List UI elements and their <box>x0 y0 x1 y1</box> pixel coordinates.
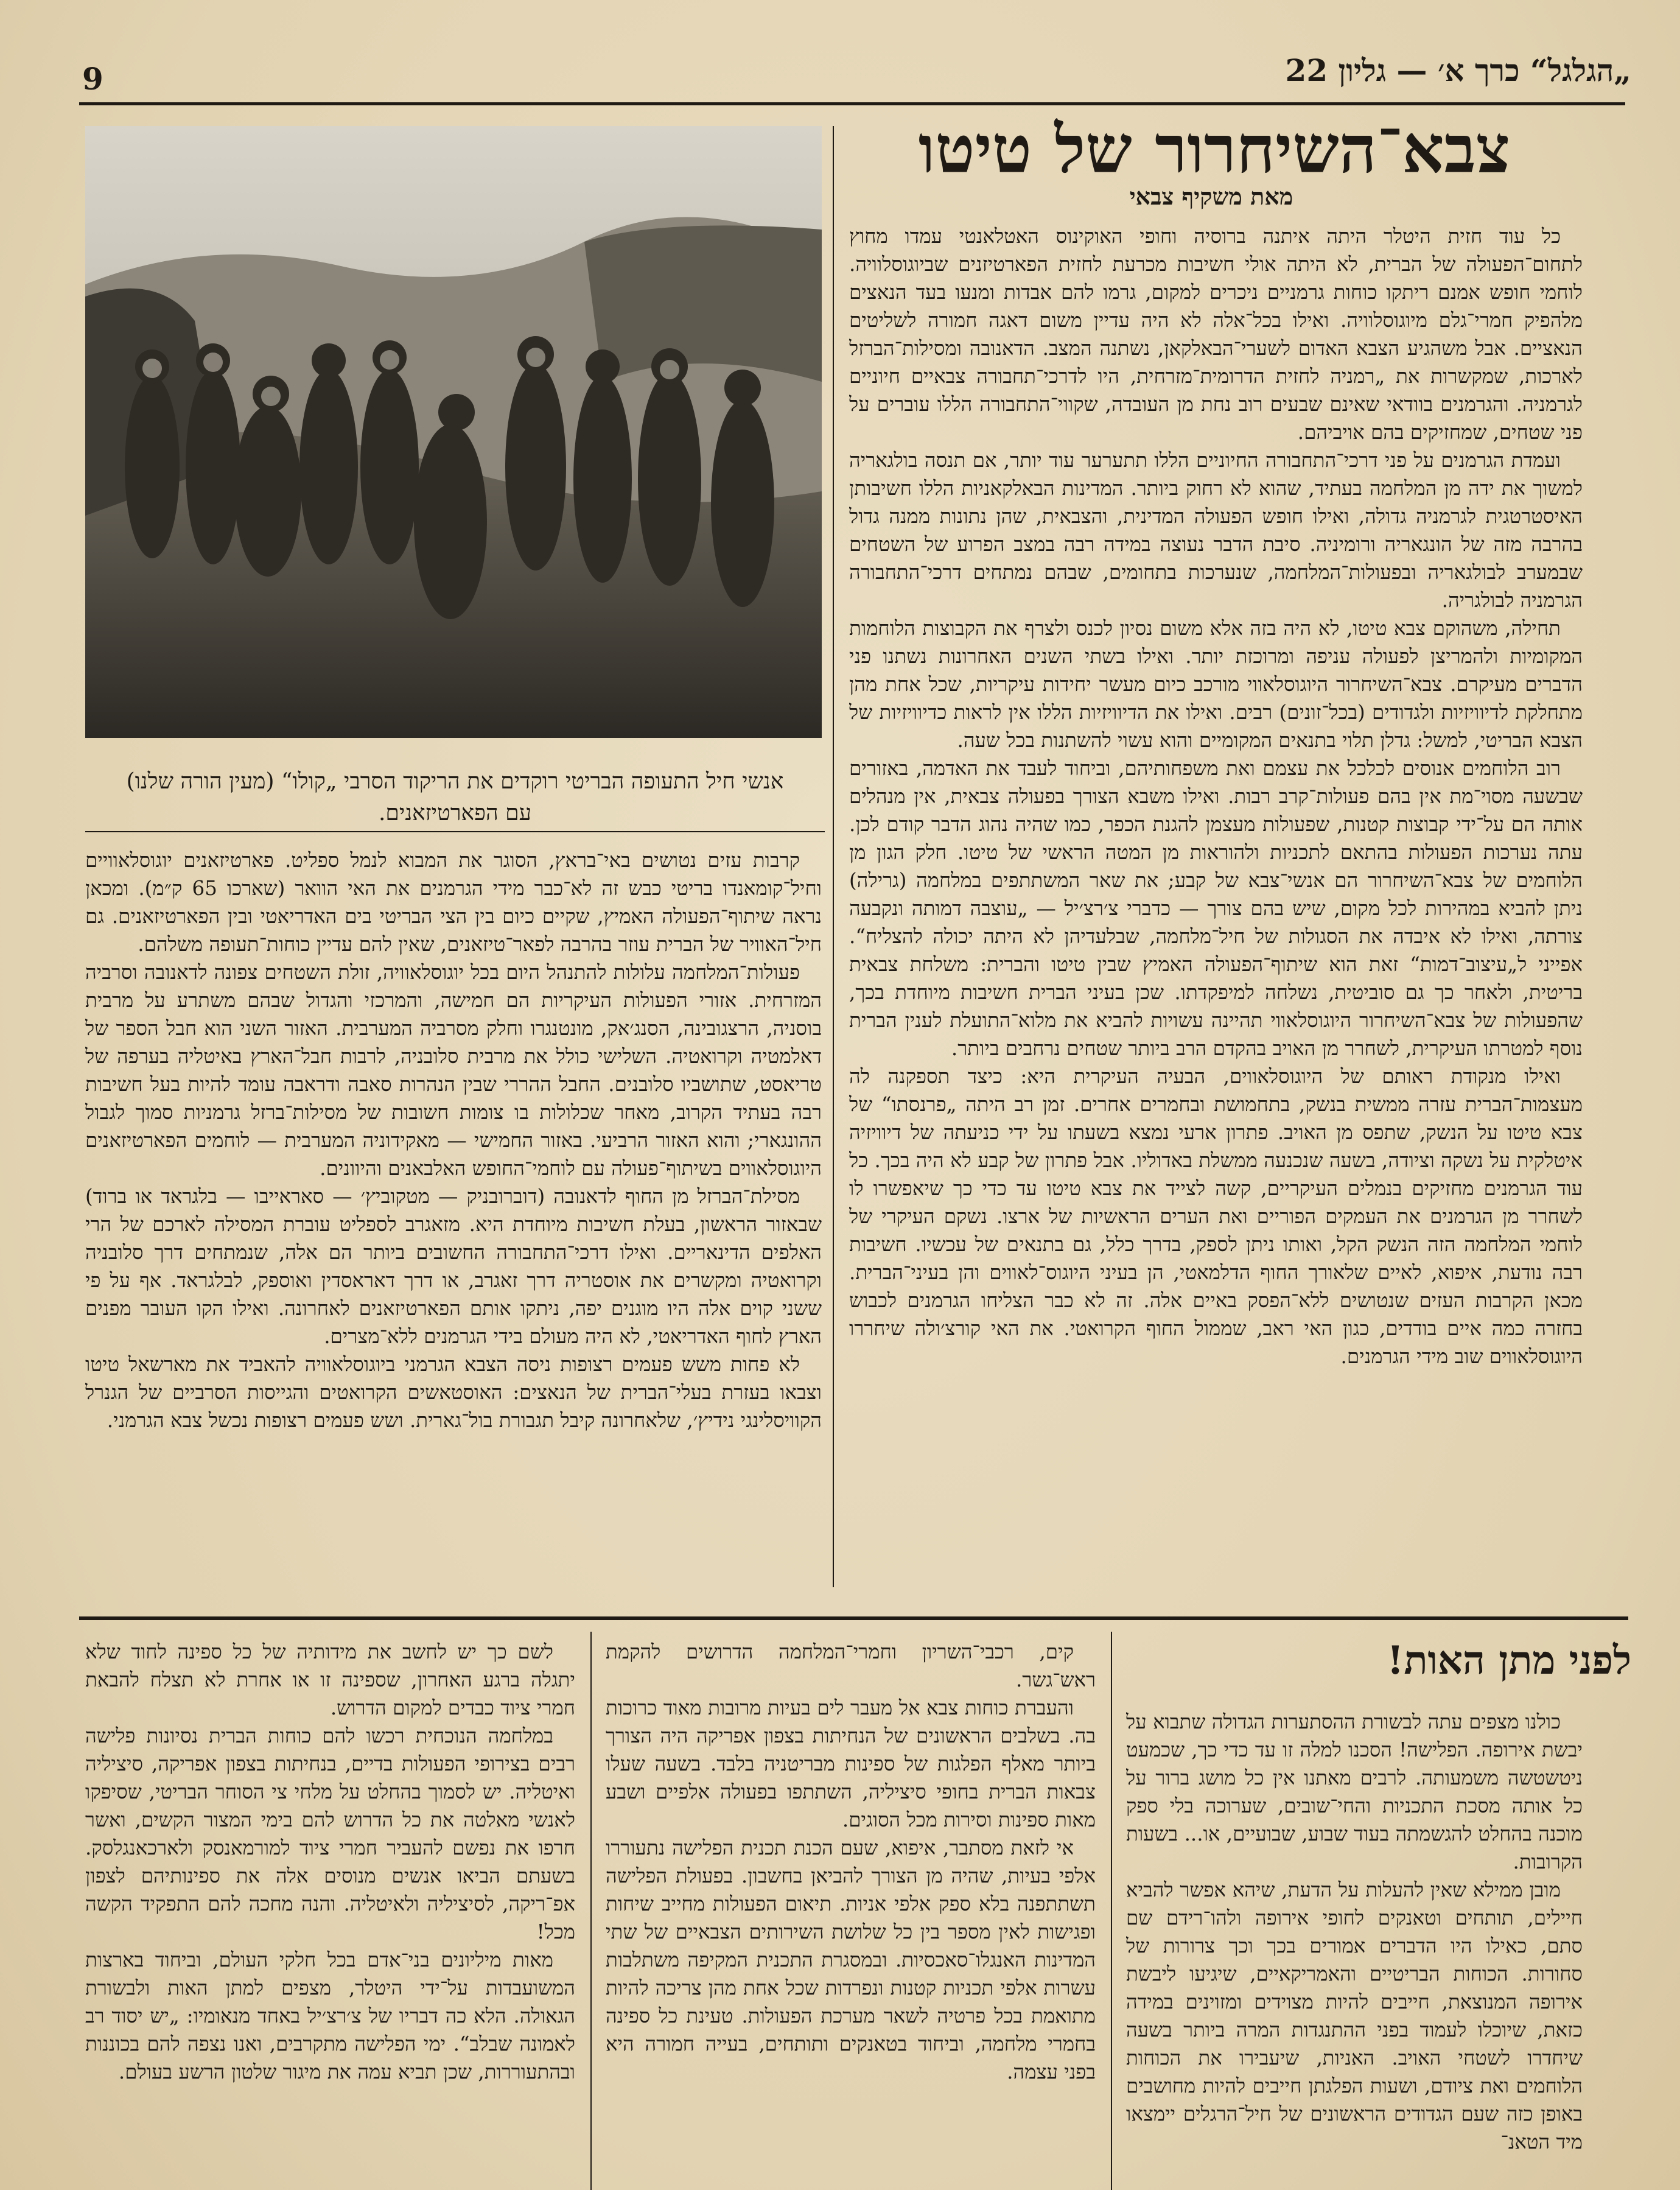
box-paragraph: קים, רכבי־השריון וחמרי־המלחמה הדרושים להקמת ראש־גשר. <box>606 1640 1096 1691</box>
article-right-column <box>849 222 1583 1586</box>
article-paragraph: ועמדת הגרמנים על פני דרכי־התחבורה החיוניים הללו תתערער עוד יותר, אם תנסה בולגאריה למשוך את ידה מן המלחמה בעתיד, שהוא לא רחוק ביותר. המדינות הבאלקאניות הללו חשיבותן האיסטרטגית לגרמניה גדולה, ואילו חופש הפעולה המדינית, והצבאית, שהן נתונות ממנה גדול בהרבה מזה של הונגאריה ורומיניה. סיבת הדבר נעוצה במידה רבה במצב הפרוע של השטחים שבמערב לבולגאריה ובפעולות־המלחמה, שנערכות בתחומים, שבהם נמתחים דרכי־התחבורה הגרמניה לבולגריה. <box>849 449 1583 612</box>
header-rule <box>79 102 1625 105</box>
article-paragraph: ואילו מנקודת ראותם של היוגוסלאווים, הבעיה העיקרית היא: כיצד תספקנה לה מעצמות־הברית עזרה ממשית בנשק, בתחמושת ובחמרים אחרים. זמן רב היתה „פרנסתו“ של צבא טיטו על הנשק, שתפס מן האויב. פתרון ארעי נמצא בשעתו על ידי כניעתה של דיוויזיה איטלקית על נשקה וציודה, בשעה שנכנעה ממשלת באדוליו. אבל פתרון של קבע לא היה בכך. כל עוד הגרמנים מחזיקים בנמלים העיקריים, קשה לצייד את צבא טיטו עד כדי כך שיאפשרו לו לשחרר מן הגרמנים את העמקים הפוריים ואת הערים הראשיות של ארצו. נשקם העיקרי של לוחמי המלחמה הזה הנשק הקל, ואותו ניתן לספק, בדרך כלל, גם בתנאים של עכשיו. חשיבות רבה נודעת, איפוא, לאיים שלאורך החוף הדלמאטי, הן בעיני היוגוס־לאווים והן בעיני־הברית. מכאן הקרבות העזים שנטושים ללא־הפסק באיים אלה. זה לא כבר הצליחו הגרמנים לכבוש בחזרה כמה איים בודדים, כגון האי ראב, שממול החוף הקרואטי. את האי קורצ׳ולה שיחררו היוגוסלאווים שוב מידי הגרמנים. <box>849 1065 1583 1368</box>
article-paragraph: פעולות־המלחמה עלולות להתנהל היום בכל יוגוסלאוויה, זולת השטחים צפונה לדאנובה וסרביה המזרחית. אזורי הפעולות העיקריות הם חמישה, והמרכזי והגדול שבהם משתרע על מרבית בוסניה, הרצגובינה, הסנג׳אק, מונטנגרו וחלק מסרביה המערבית. האזור השני הוא חבל הספר של דאלמטיה וקרואטיה. השלישי כולל את מרבית סלובניה, לרבות חבל־הארץ באיטליה בערפה של טריאסט, שתושביו סלובנים. החבל ההררי שבין הנהרות סאבה ודראבה עומד להיות בעל חשיבות רבה בעתיד הקרוב, מאחר שכלולות בו צומות חשובות של מסילות־ברזל גרמניות סמוך לגבול ההונגארי; והוא האזור הרביעי. באזור החמישי — מאקידוניה המערבית — לוחמים הפארטיזאנים היוגוסלאווים בשיתוף־פעולה עם לוחמי־החופש האלבאנים והיוונים. <box>85 961 822 1180</box>
page-number: 9 <box>82 61 103 97</box>
article-paragraph: מסילת־הברזל מן החוף לדאנובה (דוברובניק — מטקוביץ׳ — סאראייבו — בלגראד או ברוד) שבאזור הראשון, בעלת חשיבות מיוחדת היא. מזאגרב לספליט עוברת המסילה לארכם של הרי האלפים הדינאריים. ואילו דרכי־התחבורה החשובים ביותר הם אלה, שנמתחים דרך סלובניה וקרואטיה ומקשרים את אוסטריה דרך זאגרב, או דרך דאראסדין ואוספק, לבלגראד. אף על פי ששני קוים אלה היו מוגנים יפה, ניתקו אותם הפארטיזאנים לאחרונה. ואילו הקו העובר מפנים הארץ לחוף האדריאטי, לא היה מעולם בידי הגרמנים ללא־מצרים. <box>85 1185 822 1348</box>
box-column-2 <box>606 1638 1096 2190</box>
box-paragraph: מאות מיליונים בני־אדם בכל חלקי העולם, וביחוד בארצות המשועבדות על־ידי היטלר, מצפים למתן האות ולבשורת הגאולה. הלא כה דבריו של צ׳רצ׳יל באחד מנאומיו: „יש יסוד רב לאמונה שבלב“. ימי הפלישה מתקרבים, ואנו נצפה להם בכוננות ובהתעוררות, שכן תביא עמה את מיגור שלטון הרשע בעולם. <box>85 1948 575 2083</box>
photo-caption <box>85 766 825 829</box>
box-column-divider <box>1111 1632 1112 2190</box>
article-paragraph: כל עוד חזית היטלר היתה איתנה ברוסיה וחופי האוקינוס האטלאנטי עמדו מחוץ לתחום־הפעולה של הברית, לא היתה אולי חשיבות מכרעת לחזית הפארטיזנים שביוגוסלוויה. לוחמי חופש אמנם ריתקו כוחות גרמניים ניכרים למקום, גרמו להם אבדות ומנעו בעד הנאצים מלהפיק חמרי־גלם מיוגוסלוויה. ואילו בכל־אלה לא היה עדיין משום דאגה חמורה לשליטים הנאציים. אבל משהגיע הצבא האדום לשערי־הבאלקאן, נשתנה המצב. הדאנובה ומסילות־הברזל לארכות, שמקשרות את „רמניה לחזית הדרומית־מזרחית, היו לדרכי־תחבורה צבאיים חיוניים לגרמניה. והגרמנים בוודאי שאינם שבעים רוב נחת מן העובדה, שקווי־התחבורה הללו עוברים על פני שטחים, שמחזיקים בהם אויביהם. <box>849 225 1583 444</box>
box-paragraph: מובן ממילא שאין להעלות על הדעת, שיהא אפשר להביא חיילים, תותחים וטאנקים לחופי אירופה ולהו־רידם שם סתם, כאילו היו הדברים אמורים בכך וכך צרורות של סחורות. הכוחות הבריטיים והאמריקאיים, שיגיעו ליבשת אירופה המנוצאת, חייבים להיות מצוידים ומזוינים במידה כזאת, שיוכלו לעמוד בפני ההתנגדות המרה ביותר בשעה שיחדרו לשטחי האויב. האניות, שיעבירו את הכוחות הלוחמים ואת ציודם, ושעות הפלגתן חייבים להיות מחושבים באופן כזה שעם הגדודים הראשונים של חיל־הרגלים יימצאו מיד הטאנ־ <box>1126 1878 1583 2153</box>
article-paragraph: רוב הלוחמים אנוסים לכלכל את עצמם ואת משפחותיהם, וביחוד לעבד את האדמה, באזורים שבשעה מסוי־מת אין בהם פעולות־קרב רבות. ואילו משבא הצורך בפעולה צבאית, אין מנהלים אותה הם על־ידי קבוצות קטנות, שפעולות מעצמן להגנת הכפר, כמו שהיה נהוג הדבר קודם לכן. עתה נערכות הפעולות בהתאם לתכניות ולהוראות מן המטה הראשי של טיטו. חלק הגון מן הלוחמים של צבא־השיחרור הם אנשי־צבא של קבע; את שאר המשתתפים במלחמה (גרילה) ניתן להביא במהירות לכל מקום, שיש בהם צורך — כדברי צ׳רצ׳יל — „עוצבה דמותה ונקבעה צורתה, ואילו לא איבדה את הסגולות של חיל־מלחמה, שבלעדיהן לא היתה יכולה להצליח“. אפייני ל„עיצוב־דמות“ זאת הוא שיתוף־הפעולה האמיץ שבין טיטו והברית: משלחת צבאית בריטית, ולאחר כך גם סוביטית, נשלחה למיפקדתו. שכן בעיני הברית חשיבות מיוחדת בכך, שהפעולות של צבא־השיחרור היוגוסלאווי תהיינה עשויות להביא את מלוא־התועלת לענין הברית נוסף למטרתו העיקרית, לשחרר מן האויב בהקדם הרב ביותר שטחים נרחבים ביותר. <box>849 757 1583 1060</box>
section-divider <box>79 1616 1628 1620</box>
dancing-soldiers-photo <box>85 126 822 738</box>
photo-caption-line: עם הפארטיזאנים. <box>378 801 531 826</box>
box-column-divider <box>590 1632 592 2190</box>
article-paragraph: קרבות עזים נטושים באי־בראץ, הסוגר את המבוא לנמל ספליט. פארטיזאנים יוגוסלאוויים וחיל־קומאנדו בריטי כבש זה לא־כבר מידי הגרמנים את האי הוואר (שארכו 65 ק״מ). ומכאן נראה שיתוף־הפעולה האמיץ, שקיים כיום בין הצי הבריטי בים האדריאטי ובין הפארטיזאנים. גם חיל־האוויר של הברית עוזר בהרבה לפאר־טיזאנים, שאין להם עדיין כוחות־תעופה משלהם. <box>85 849 822 956</box>
newspaper-header-title: „הגלגל“ כרך א׳ — גליון 22 <box>1285 52 1631 88</box>
box-paragraph: כולנו מצפים עתה לבשורת ההסתערות הגדולה שתבוא על יבשת אירופה. הפלישה! הסכנו למלה זו עד כדי כך, שכמעט ניטשטשה משמעותה. לרבים מאתנו אין כל מושג ברור על כל אותה מסכת התכניות והחי־שובים, שערוכה בלי ספק מוכנה בהחלט להגשמתה בעוד שבוע, שבועיים, או... בשעות הקרובות. <box>1126 1710 1583 1873</box>
photo-caption-line: אנשי חיל התעופה הבריטי רוקדים את הריקוד הסרבי „קולו“ (מעין הורה שלנו) <box>126 769 784 794</box>
box-column-1 <box>1126 1708 1583 2190</box>
box-article-title: לפני מתן האות! <box>1387 1638 1631 1683</box>
column-divider <box>833 126 834 1587</box>
article-byline: מאת משקיף צבאי <box>1129 183 1293 210</box>
box-paragraph: לשם כך יש לחשב את מידותיה של כל ספינה לחוד שלא יתגלה ברגע האחרון, שספינה זו או אחרת לא תצלח להבאת חמרי ציוד כבדים למקום הדרוש. <box>85 1640 575 1719</box>
box-column-3 <box>85 1638 575 2190</box>
photo-image <box>85 126 822 738</box>
box-paragraph: אי לזאת מסתבר, איפוא, שעם הכנת תכנית הפלישה נתעוררו אלפי בעיות, שהיה מן הצורך להביאן בחשבון. בפעולת הפלישה תשתתפנה בלא ספק אלפי אניות. תיאום הפעולות מחייב שיחות ופגישות לאין מספר בין כל שלושת השירותים הצבאיים של שתי המדינות האנגלו־סאכסיות. ובמסגרת התכנית המקיפה משתלבות עשרות אלפי תכניות קטנות ונפרדות שכל אחת מהן צריכה להיות מתואמת בכל פרטיה לשאר מערכת הפעולות. טעינת כל ספינה בחמרי מלחמה, וביחוד בטאנקים ותותחים, בעייה חמורה היא בפני עצמה. <box>606 1836 1096 2083</box>
box-paragraph: והעברת כוחות צבא אל מעבר לים בעיות מרובות מאוד כרוכות בה. בשלבים הראשונים של הנחיתות בצפון אפריקה היה הצורך ביותר מאלף הפלגות של ספינות מבריטניה בלבד. בשעה שעלו צבאות הברית בחופי סיציליה, השתתפו בפעולה אלפיים ושבע מאות ספינות וסירות מכל הסוגים. <box>606 1696 1096 1831</box>
article-headline: צבא־השיחרור של טיטו <box>918 111 1511 188</box>
caption-rule <box>85 831 825 832</box>
box-paragraph: במלחמה הנוכחית רכשו להם כוחות הברית נסיונות פלישה רבים בצירופי הפעולות בדיים, בנחיתות בצפון אפריקה, סיציליה ואיטליה. יש לסמוך בהחלט על מלחי צי הסוחר הבריטי, שסיפקו לאנשי מאלטה את כל הדרוש להם בימי המצור הקשים, ואשר חרפו את נפשם להעביר חמרי ציוד למורמאנסק ולארכאנגלסק. בשעתם הביאו אנשים מנוסים אלה את ספינותיהם לצפון אפ־ריקה, לסיציליה ולאיטליה. והנה מחכה להם התפקיד הקשה מכל! <box>85 1724 575 1943</box>
article-left-column <box>85 846 822 1589</box>
article-paragraph: תחילה, משהוקם צבא טיטו, לא היה בזה אלא משום נסיון לכנס ולצרף את הקבוצות הלוחמות המקומיות ולהמריצן לפעולה עניפה ומרוכזת יותר. ואילו בשתי השנים האחרונות נשתנו פני הדברים מעיקרם. צבא־השיחרור היוגוסלאווי מורכב כיום מעשר יחידות עיקריות, שכל אחת מהן מתחלקת לדיוויזיות ולגדודים (בכל־זונים) רבים. ואילו את הדיוויזיות הללו אין לראות כדיוויזיות של הצבא הבריטי, למשל: גדלן תלוי בתנאים המקומיים והוא עשוי להשתנות בכל שעה. <box>849 617 1583 752</box>
article-paragraph: לא פחות משש פעמים רצופות ניסה הצבא הגרמני ביוגוסלאוויה להאביד את מארשאל טיטו וצבאו בעזרת בעלי־הברית של הנאצים: האוסטאשים הקרואטים והגייסות הסרביים של הגנרל הקוויסלינגי נידיץ׳, שלאחרונה קיבל תגבורת בול־גארית. ושש פעמים רצופות נכשל צבא הגרמני. <box>85 1353 822 1432</box>
